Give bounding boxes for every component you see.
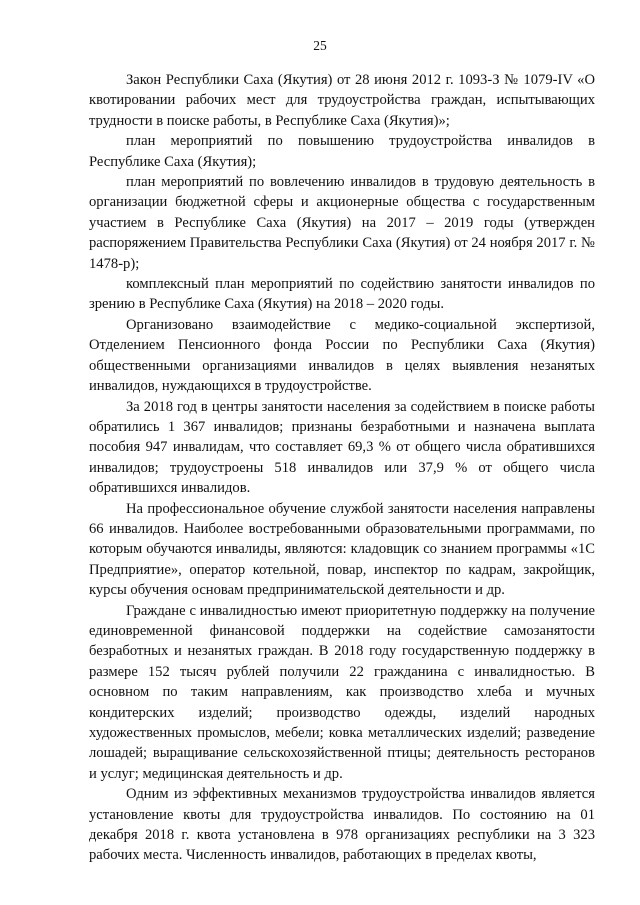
paragraph-vision-plan: комплексный план мероприятий по содействию занятости инвалидов по зрению в Республике Саха (Якутия) на 2018 – 2020 годы. (89, 276, 595, 313)
paragraph-law-quota: Закон Республики Саха (Якутия) от 28 июня 2012 г. 1093-З № 1079-IV «О квотировании рабочих мест для трудоустройства граждан, испытывающих трудности в поиске работы, в Республике Саха (Якутия)»; (89, 72, 595, 129)
paragraph-involvement-plan: план мероприятий по вовлечению инвалидов в трудовую деятельность в организации бюджетной сферы и акционерные общества с государственным участием в Республике Саха (Якутия) на 2017 – 2019 годы (утвержден распоряжением Правительства Республики Саха (Якутия) от 24 ноября 2017 г. № 1478-р); (89, 174, 595, 272)
paragraph-vocational-training: На профессиональное обучение службой занятости населения направлены 66 инвалидов. Наиболее востребованными образовательными программами, по которым обучаются инвалиды, являются: кладовщик со знанием программы «1С Предприятие», оператор котельной, повар, инспектор по кадрам, закройщик, курсы обучения основам предпринимательской деятельности и др. (89, 500, 595, 599)
body-text (89, 70, 595, 866)
paragraph-cooperation: Организовано взаимодействие с медико-социальной экспертизой, Отделением Пенсионного фонда России по Республики Саха (Якутия) общественными организациями инвалидов в целях выявления незанятых инвалидов, нуждающихся в трудоустройстве. (89, 316, 595, 395)
page-number: 25 (313, 38, 327, 53)
paragraph-statistics-2018: За 2018 год в центры занятости населения за содействием в поиске работы обратились 1 367 инвалидов; признаны безработными и назначена выплата пособия 947 инвалидам, что составляет 69,3 % от общего числа обратившихся инвалидов; трудоустроены 518 инвалидов или 37,9 % от общего числа обратившихся инвалидов. (89, 398, 595, 497)
paragraph-employment-plan: план мероприятий по повышению трудоустройства инвалидов в Республике Саха (Якутия); (89, 133, 595, 170)
paragraph-quota: Одним из эффективных механизмов трудоустройства инвалидов является установление квоты для трудоустройства инвалидов. По состоянию на 01 декабря 2018 г. квота установлена в 978 организациях республики на 3 323 рабочих места. Численность инвалидов, работающих в пределах квоты, (89, 786, 595, 864)
paragraph-self-employment-support: Граждане с инвалидностью имеют приоритетную поддержку на получение единовременной финансовой поддержки на содействие самозанятости безработных и незанятых граждан. В 2018 году государственную поддержку в размере 152 тысяч рублей получили 22 гражданина с инвалидностью. В основном по таким направлениям, как производство хлеба и мучных кондитерских изделий; производство одежды, изделий народных художественных промыслов, мебели; ковка металлических изделий; разведение лошадей; выращивание сельскохозяйственной птицы; деятельность ресторанов и услуг; медицинская деятельность и др. (89, 602, 595, 782)
